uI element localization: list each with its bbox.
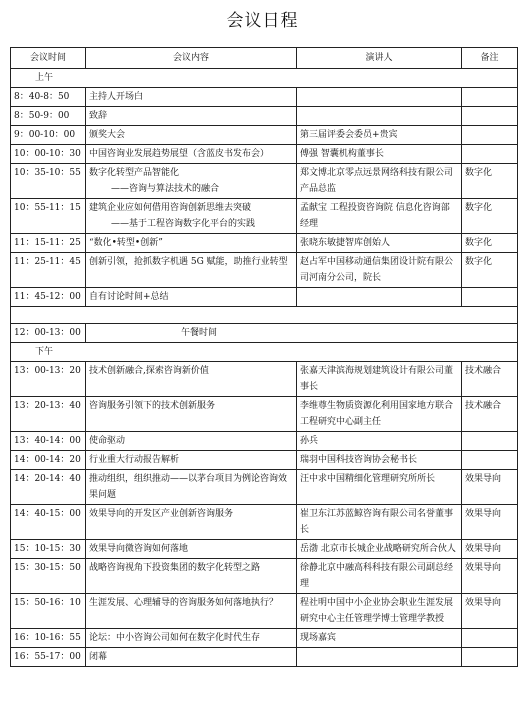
topic-cell: 咨询服务引领下的技术创新服务 [86,397,297,432]
note-cell [462,629,518,648]
note-cell [462,126,518,145]
table-row [11,559,518,594]
note-cell [462,145,518,164]
table-row [11,88,518,107]
note-cell: 效果导向 [462,594,518,629]
note-cell [462,88,518,107]
topic-cell: 主持人开场白 [86,88,297,107]
table-row [11,164,518,199]
time-cell: 16：55-17：00 [11,648,86,667]
time-cell: 16：10-16：55 [11,629,86,648]
speaker-cell [297,288,462,307]
speaker-cell: 赵占军中国移动通信集团设计院有限公司河南分公司，院长 [297,253,462,288]
time-cell: 13：00-13：20 [11,362,86,397]
speaker-cell: 徐静北京中融高科科技有限公司副总经理 [297,559,462,594]
time-cell: 15：10-15：30 [11,540,86,559]
topic-cell: 效果导向微咨询如何落地 [86,540,297,559]
note-cell: 技术融合 [462,397,518,432]
note-cell: 效果导向 [462,559,518,594]
topic-cell: 生涯发展、心理辅导的咨询服务如何落地执行？ [86,594,297,629]
schedule-table [10,47,518,667]
topic-cell [86,164,297,199]
note-cell: 效果导向 [462,505,518,540]
note-cell: 数字化 [462,199,518,234]
note-cell [462,288,518,307]
table-row [11,397,518,432]
header-topic: 会议内容 [86,48,297,69]
speaker-cell: 现场嘉宾 [297,629,462,648]
time-cell: 13：20-13：40 [11,397,86,432]
time-cell: 14：20-14：40 [11,470,86,505]
header-note: 备注 [462,48,518,69]
time-cell: 9：00-10：00 [11,126,86,145]
table-row [11,648,518,667]
table-row [11,234,518,253]
topic-cell: 中国咨询业发展趋势展望（含蓝皮书发布会） [86,145,297,164]
table-row [11,253,518,288]
header-time: 会议时间 [11,48,86,69]
topic-cell: 推动组织，组织推动——以茅台项目为例论咨询效果问题 [86,470,297,505]
topic-subline: ——基于工程咨询数字化平台的实践 [111,219,256,229]
section-label: 下午 [11,343,518,362]
time-cell: 14：40-15：00 [11,505,86,540]
table-row [11,288,518,307]
spacer-row [11,307,518,324]
topic-cell: 致辞 [86,107,297,126]
speaker-cell: 崔卫东江苏蓝鲸咨询有限公司名誉董事长 [297,505,462,540]
topic-line: 建筑企业应如何借用咨询创新思维去突破 [89,203,252,213]
topic-subline: ——咨询与算法技术的融合 [111,184,220,194]
topic-cell: 技术创新融合,探索咨询新价值 [86,362,297,397]
table-row [11,126,518,145]
header-speaker: 演讲人 [297,48,462,69]
time-cell: 15：30-15：50 [11,559,86,594]
speaker-cell: 程社明中国中小企业协会职业生涯发展研究中心主任管理学博士管理学教授 [297,594,462,629]
time-cell: 11：25-11：45 [11,253,86,288]
speaker-cell: 孙兵 [297,432,462,451]
table-row [11,362,518,397]
speaker-cell: 郑文博北京零点远景网络科技有限公司 产品总监 [297,164,462,199]
table-row [11,432,518,451]
speaker-cell [297,648,462,667]
time-cell: 11：15-11：25 [11,234,86,253]
speaker-cell: 傅强 智囊机构董事长 [297,145,462,164]
speaker-cell: 岳渤 北京市长城企业战略研究所合伙人 [297,540,462,559]
table-row [11,470,518,505]
note-cell [462,451,518,470]
time-cell: 14：00-14：20 [11,451,86,470]
time-cell: 12：00-13：00 [11,324,86,343]
speaker-cell: 张嘉天津滨海规划建筑设计有限公司董事长 [297,362,462,397]
topic-cell [86,199,297,234]
spacer-cell [11,307,518,324]
topic-cell: 效果导向的开发区产业创新咨询服务 [86,505,297,540]
topic-cell: 行业重大行动报告解析 [86,451,297,470]
topic-line: 数字化转型产品智能化 [89,168,180,178]
time-cell: 11：45-12：00 [11,288,86,307]
speaker-cell: 瑞羽中国科技咨询协会秘书长 [297,451,462,470]
note-cell: 数字化 [462,253,518,288]
topic-cell: 战略咨询视角下投资集团的数字化转型之路 [86,559,297,594]
speaker-cell: 张晓东敏捷智库创始人 [297,234,462,253]
lunch-row [11,324,518,343]
topic-cell: 颁奖大会 [86,126,297,145]
topic-cell: 创新引领，抢抓数字机遇 5G 赋能，助推行业转型 [86,253,297,288]
time-cell: 10：35-10：55 [11,164,86,199]
section-row-morning [11,69,518,88]
speaker-cell [297,88,462,107]
topic-cell: 自有讨论时间+总结 [86,288,297,307]
page-title: 会议日程 [226,11,299,31]
topic-cell: 闭幕 [86,648,297,667]
note-cell: 数字化 [462,234,518,253]
time-cell: 13：40-14：00 [11,432,86,451]
time-cell: 15：50-16：10 [11,594,86,629]
note-cell [462,107,518,126]
note-cell [462,648,518,667]
section-row-afternoon [11,343,518,362]
table-row [11,107,518,126]
table-row [11,629,518,648]
note-cell: 效果导向 [462,470,518,505]
section-label: 上午 [11,69,518,88]
speaker-cell [297,107,462,126]
table-row [11,451,518,470]
table-row [11,199,518,234]
time-cell: 10：55-11：15 [11,199,86,234]
topic-cell: 论坛：中小咨询公司如何在数字化时代生存 [86,629,297,648]
time-cell: 10：00-10：30 [11,145,86,164]
speaker-cell: 李维尊生物质资源化利用国家地方联合工程研究中心副主任 [297,397,462,432]
speaker-cell: 第三届评委会委员+贵宾 [297,126,462,145]
time-cell: 8：40-8：50 [11,88,86,107]
note-cell [462,432,518,451]
table-row [11,594,518,629]
note-cell: 技术融合 [462,362,518,397]
note-cell: 效果导向 [462,540,518,559]
header-row [11,48,518,69]
speaker-cell: 孟献宝 工程投资咨询院 信息化咨询部经理 [297,199,462,234]
lunch-cell: 午餐时间 [86,324,518,343]
note-cell: 数字化 [462,164,518,199]
table-row [11,145,518,164]
table-row [11,540,518,559]
table-row [11,505,518,540]
speaker-cell: 汪中求中国精细化管理研究所所长 [297,470,462,505]
topic-cell: “数化•转型•创新” [86,234,297,253]
time-cell: 8：50-9：00 [11,107,86,126]
topic-cell: 使命驱动 [86,432,297,451]
